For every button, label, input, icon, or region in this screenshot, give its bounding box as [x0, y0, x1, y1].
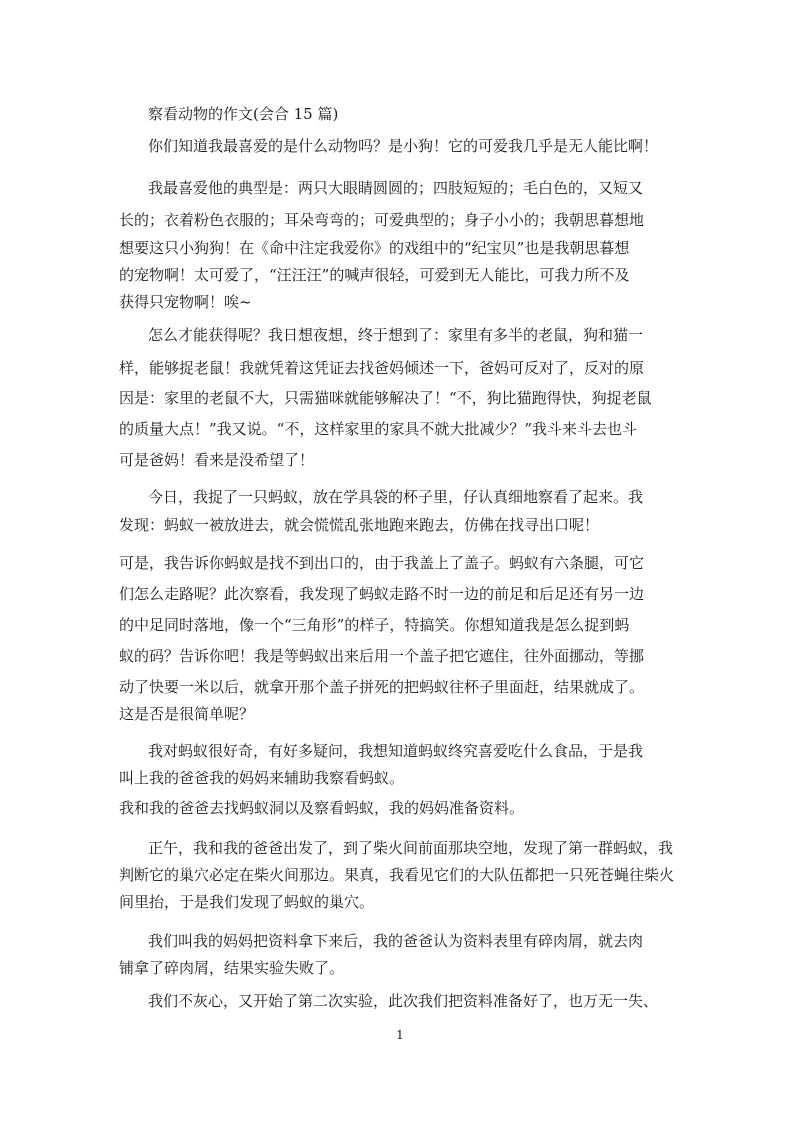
document-title: 察看动物的作文(会合 15 篇) [148, 105, 339, 123]
text-line: 正午，我和我的爸爸出发了，到了柴火间前面那块空地，发现了第一群蚂蚁，我 [148, 839, 674, 857]
text-line: 蚁的码？告诉你吧！我是等蚂蚁出来后用一个盖子把它遮住，往外面挪动，等挪 [119, 647, 645, 665]
text-line: 我对蚂蚁很好奇，有好多疑问，我想知道蚂蚁终究喜爱吃什么食品，于是我 [148, 742, 644, 760]
text-line: 今日，我捉了一只蚂蚁，放在学具袋的杯子里，仔认真细地察看了起来。我 [148, 488, 644, 506]
text-line: 的宠物啊！太可爱了，“汪汪汪”的喊声很轻，可爱到无人能比，可我力所不及 [119, 266, 630, 284]
text-line: 我们叫我的妈妈把资料拿下来后，我的爸爸认为资料表里有碎肉屑，就去肉 [148, 932, 644, 950]
text-line: 样，能够捉老鼠！我就凭着这凭证去找爸妈倾述一下，爸妈可反对了，反对的原 [119, 359, 645, 377]
text-line: 因是：家里的老鼠不大，只需猫咪就能够解决了！“不，狗比猫跑得快，狗捉老鼠 [119, 389, 652, 407]
page-number: 1 [396, 1028, 404, 1042]
text-line: 想要这只小狗狗！在《命中注定我爱你》的戏组中的“纪宝贝”也是我朝思暮想 [119, 239, 630, 257]
text-line: 获得只宠物啊！唉~ [119, 293, 252, 311]
text-line: 动了快要一米以后，就拿开那个盖子拼死的把蚂蚁往杯子里面赶，结果就成了。 [119, 678, 645, 696]
text-line: 我们不灰心，又开始了第二次实验，此次我们把资料准备好了，也万无一失、 [148, 992, 659, 1010]
text-line: 可是爸妈！看来是没希望了！ [119, 451, 315, 469]
text-line: 可是，我告诉你蚂蚁是找不到出口的，由于我盖上了盖子。蚂蚁有六条腿，可它 [119, 554, 645, 572]
text-line: 间里抬，于是我们发现了蚂蚁的巢穴。 [119, 893, 375, 911]
text-line: 叫上我的爸爸我的妈妈来辅助我察看蚂蚁。 [119, 769, 405, 787]
text-line: 长的；衣着粉色衣服的；耳朵弯弯的；可爱典型的；身子小小的；我朝思暮想地 [119, 211, 645, 229]
text-line: 怎么才能获得呢？我日想夜想，终于想到了：家里有多半的老鼠，狗和猫一 [148, 326, 644, 344]
text-line: 铺拿了碎肉屑，结果实验失败了。 [119, 959, 345, 977]
text-line: 我最喜爱他的典型是：两只大眼睛圆圆的；四肢短短的；毛白色的，又短又 [148, 179, 644, 197]
text-line: 这是否是很简单呢？ [119, 705, 255, 723]
text-line: 们怎么走路呢？此次察看，我发现了蚂蚁走路不时一边的前足和后足还有另一边 [119, 585, 645, 603]
text-line: 你们知道我最喜爱的是什么动物吗？是小狗！它的可爱我几乎是无人能比啊！ [148, 137, 659, 155]
text-line: 的质量大点！”我又说。“不，这样家里的家具不就大批减少？”我斗来斗去也斗 [119, 420, 638, 438]
text-line: 的中足同时落地，像一个“三角形”的样子，特搞笑。你想知道我是怎么捉到蚂 [119, 616, 630, 634]
text-line: 我和我的爸爸去找蚂蚁洞以及察看蚂蚁，我的妈妈准备资料。 [119, 799, 525, 817]
text-line: 发现：蚂蚁一被放进去，就会慌慌乱张地跑来跑去，仿佛在找寻出口呢！ [119, 516, 600, 534]
text-line: 判断它的巢穴必定在柴火间那边。果真，我看见它们的大队伍都把一只死苍蝇往柴火 [119, 866, 675, 884]
